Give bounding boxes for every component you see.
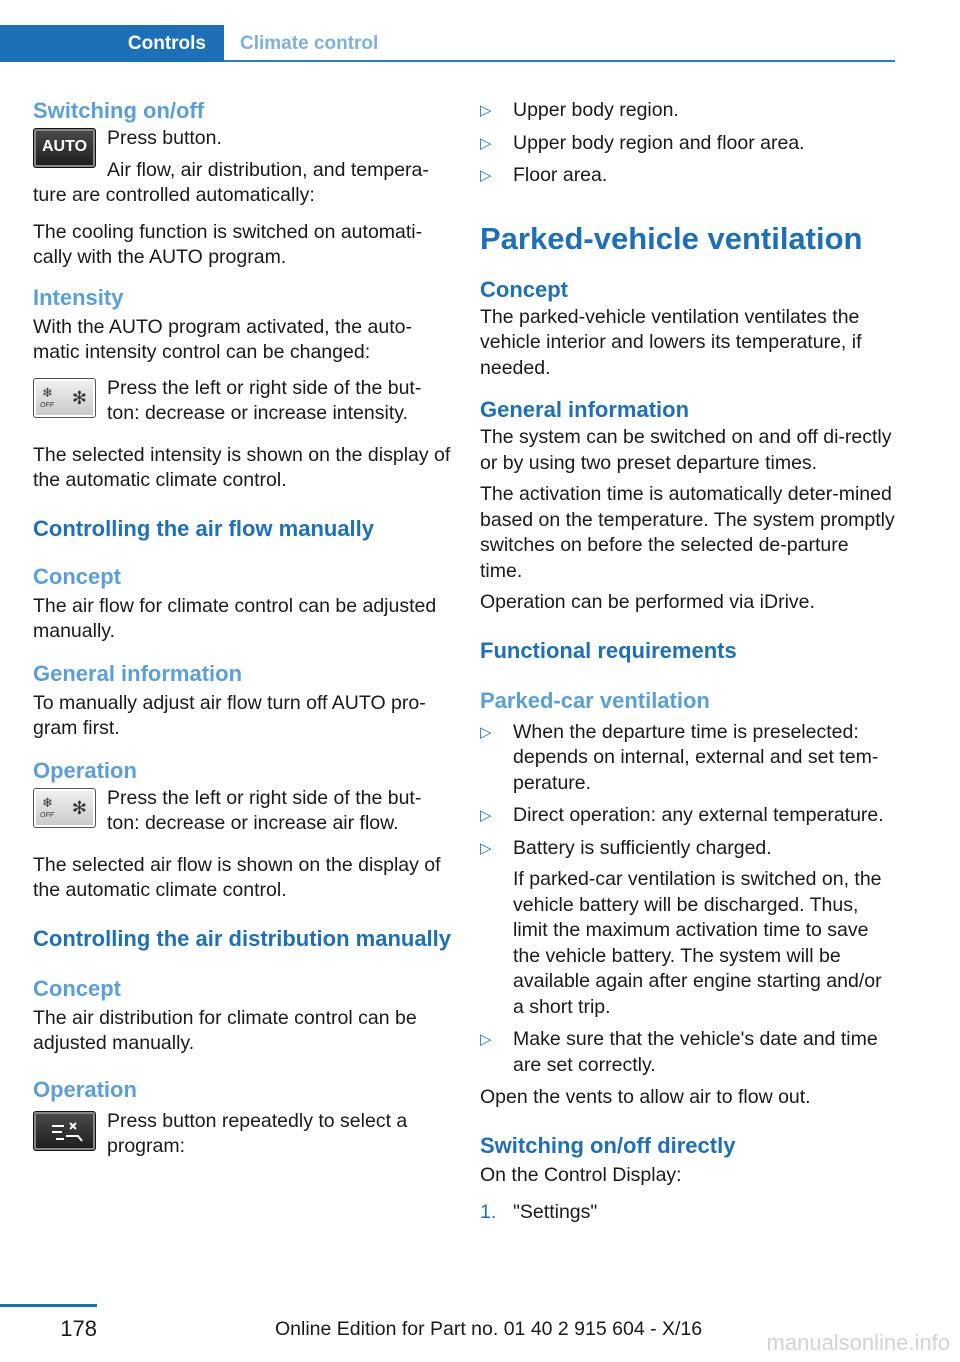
fan-airflow-button-icon xyxy=(33,788,96,828)
auto-button-label: AUTO xyxy=(41,138,88,155)
heading-operation-airflow: Operation xyxy=(33,757,137,783)
air-distribution-button-icon xyxy=(33,1111,96,1151)
cooling-text: The cooling function is switched on automati‐cally with the AUTO program. xyxy=(33,220,423,268)
list-item: ▷ Battery is sufficiently charged. If parked-car ventilation is switched on, the vehicle battery will be discharged. Thus, limit the maximum activation time to save the vehicle battery. The system will be available again after engine starting and/or a short trip. xyxy=(480,836,895,1021)
intensity-text: With the AUTO program activated, the auto‐matic intensity control can be changed: xyxy=(33,315,412,363)
right-column xyxy=(480,98,895,1226)
concept-airflow-text: The air flow for climate control can be adjusted manually. xyxy=(33,594,437,642)
air-distribution-icon xyxy=(48,1117,84,1145)
general-text-1: The system can be switched on and off di‐rectly or by using two preset departure times. xyxy=(480,426,892,474)
header-bar xyxy=(0,25,895,62)
triangle-bullet-icon: ▷ xyxy=(480,807,492,824)
distribution-button-row xyxy=(33,1109,453,1160)
heading-operation-distribution: Operation xyxy=(33,1076,137,1102)
list-item: ▷ Make sure that the vehicle's date and time are set correctly. xyxy=(480,1028,878,1076)
triangle-bullet-icon: ▷ xyxy=(480,102,492,119)
heading-switching-on-off: Switching on/off xyxy=(33,98,205,123)
general-airflow-text: To manually adjust air flow turn off AUTO pro‐gram first. xyxy=(33,691,426,739)
press-button-text: Press button. xyxy=(107,127,222,149)
list-item: ▷ When the departure time is preselected: depends on internal, external and set tem‐perature. xyxy=(480,720,879,794)
steps-list xyxy=(480,1200,895,1226)
intensity-press-text: Press the left or right side of the but‐ton: decrease or increase intensity. xyxy=(107,376,422,424)
fan-small-icon: ❄ xyxy=(42,794,53,810)
list-item: 1. "Settings" xyxy=(480,1200,895,1226)
list-item: ▷ Direct operation: any external temperature. xyxy=(480,803,895,829)
airflow-press-text: Press the left or right side of the but‐ton: decrease or increase air flow. xyxy=(107,786,422,834)
list-item: ▷ Floor area. xyxy=(480,163,895,189)
auto-button-row xyxy=(33,126,453,209)
left-column xyxy=(33,98,453,1166)
page-number-rule xyxy=(0,1304,97,1307)
triangle-bullet-icon: ▷ xyxy=(480,1031,492,1048)
control-display-text: On the Control Display: xyxy=(480,1163,682,1186)
triangle-bullet-icon: ▷ xyxy=(480,723,492,741)
watermark: manualsonline.info xyxy=(766,1330,950,1355)
heading-switching-on-off-directly: Switching on/off directly xyxy=(480,1132,736,1158)
heading-concept-airflow: Concept xyxy=(33,563,121,589)
off-label: OFF xyxy=(40,401,54,409)
intensity-button-row xyxy=(33,376,453,427)
general-text-3: Operation can be performed via iDrive. xyxy=(480,591,815,613)
heading-concept: Concept xyxy=(480,276,568,302)
edition-footer: Online Edition for Part no. 01 40 2 915 604 - X/16 xyxy=(275,1318,703,1340)
heading-distribution-manual: Controlling the air distribution manually xyxy=(33,925,452,951)
triangle-bullet-icon: ▷ xyxy=(480,167,492,184)
tab-controls[interactable]: Controls xyxy=(0,25,224,62)
fan-small-icon: ❄ xyxy=(42,384,53,400)
heading-parked-vehicle-ventilation: Parked-vehicle ventilation xyxy=(480,220,863,256)
airflow-button-row xyxy=(33,786,453,837)
fan-large-icon: ✻ xyxy=(71,797,87,818)
concept-text: The parked-vehicle ventilation ventilates the vehicle interior and lowers its temperature, if needed. xyxy=(480,305,862,379)
list-item: ▷ Upper body region and floor area. xyxy=(480,131,895,157)
requirements-list xyxy=(480,720,895,1079)
triangle-bullet-icon: ▷ xyxy=(480,839,492,857)
auto-button-icon xyxy=(33,128,96,168)
heading-concept-distribution: Concept xyxy=(33,975,121,1001)
vents-text: Open the vents to allow air to flow out. xyxy=(480,1086,811,1108)
tab-climate-control[interactable]: Climate control xyxy=(240,33,379,54)
intensity-display-text: The selected intensity is shown on the display of the automatic climate control. xyxy=(33,443,451,491)
triangle-bullet-icon: ▷ xyxy=(480,134,492,152)
fan-large-icon: ✻ xyxy=(71,387,87,408)
airflow-auto-text: Air flow, air distribution, and tempera‐ture are controlled automatically: xyxy=(33,158,429,206)
off-label: OFF xyxy=(40,811,54,819)
airflow-display-text: The selected air flow is shown on the display of the automatic climate control. xyxy=(33,853,441,901)
program-list xyxy=(480,98,895,189)
heading-general-airflow: General information xyxy=(33,660,243,686)
heading-parked-car-ventilation: Parked-car ventilation xyxy=(480,687,710,713)
general-text-2: The activation time is automatically deter‐mined based on the temperature. The system promptly switches on before the selected de‐parture time. xyxy=(480,483,895,582)
concept-distribution-text: The air distribution for climate control can be adjusted manually. xyxy=(33,1006,417,1054)
heading-airflow-manual: Controlling the air flow manually xyxy=(33,515,375,541)
heading-functional-requirements: Functional requirements xyxy=(480,637,737,663)
heading-intensity: Intensity xyxy=(33,284,124,310)
step-number: 1. xyxy=(480,1201,497,1223)
fan-intensity-button-icon xyxy=(33,378,96,418)
list-item: ▷ Upper body region. xyxy=(480,98,895,124)
distribution-press-text: Press button repeatedly to select a program: xyxy=(107,1109,408,1157)
page-number: 178 xyxy=(60,1316,97,1341)
heading-general-information: General information xyxy=(480,397,690,422)
battery-note: If parked-car ventilation is switched on, the vehicle battery will be discharged. Thus, limit the maximum activation time to save the vehicle battery. The system will be available again after engine starting and/or a short trip. xyxy=(513,868,882,1018)
